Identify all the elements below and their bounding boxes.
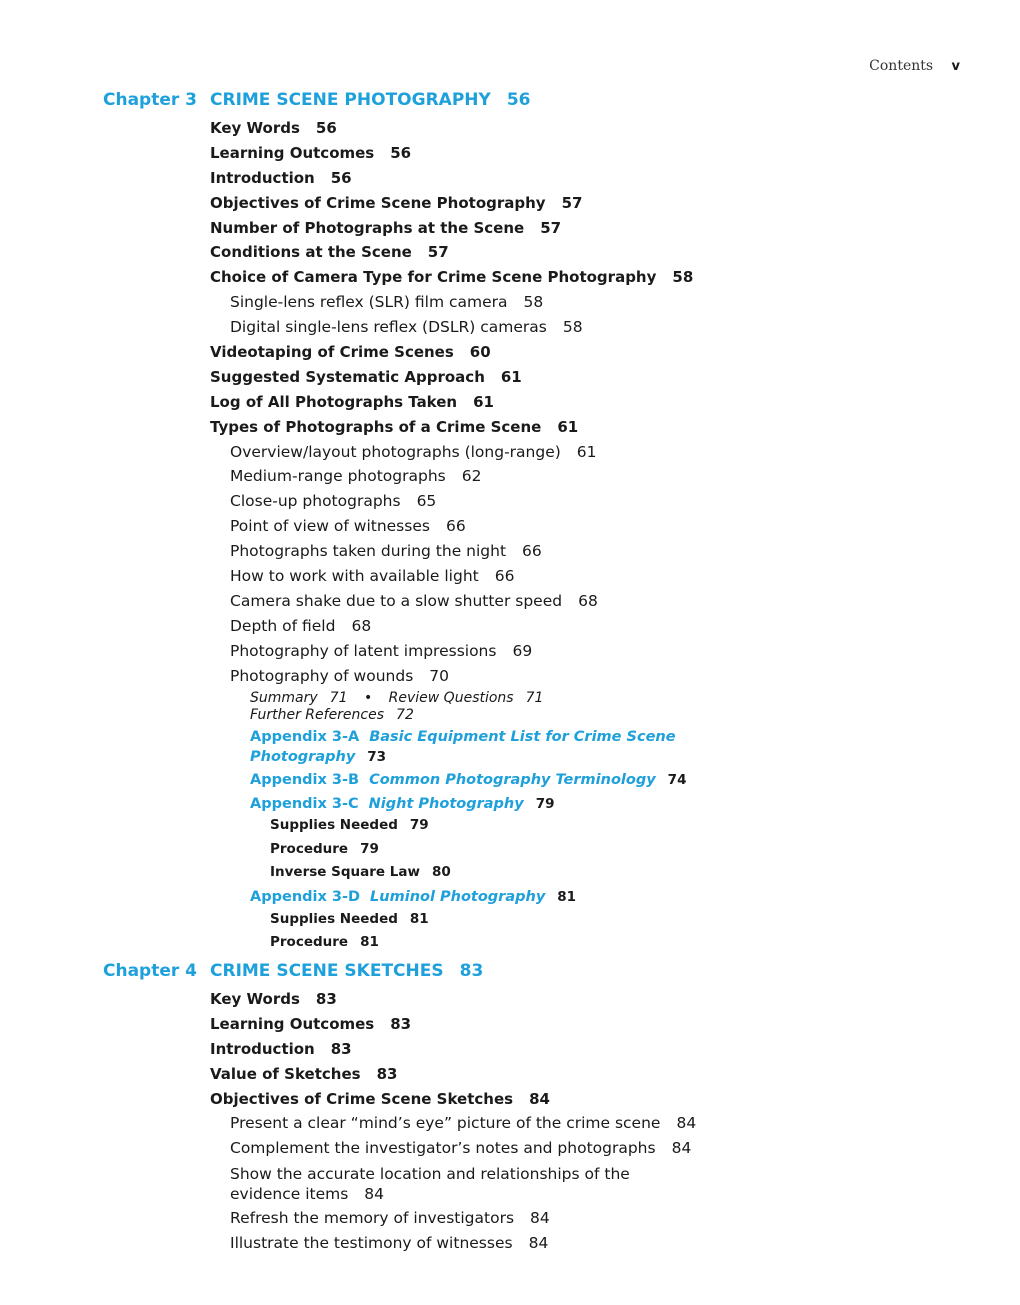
appendix-subentry[interactable]: [210, 931, 983, 954]
toc-page-number: 61: [576, 442, 597, 461]
toc-page-number: 84: [671, 1139, 692, 1158]
toc-entry[interactable]: [210, 415, 983, 440]
appendix-code: Appendix 3-B: [250, 772, 360, 789]
toc-entry[interactable]: [210, 390, 983, 415]
chapter-number: Chapter 4: [103, 961, 198, 981]
appendix-code: Appendix 3-A: [250, 729, 360, 746]
toc-subentry[interactable]: [210, 290, 983, 315]
toc-entry-label: Refresh the memory of investigators: [230, 1209, 515, 1228]
toc-page-number: 83: [390, 1014, 412, 1033]
toc-entry-label: Procedure: [270, 840, 349, 857]
toc-entry[interactable]: [210, 1087, 983, 1112]
toc-page-number: 80: [431, 864, 451, 881]
toc-entry-label: Types of Photographs of a Crime Scene: [210, 417, 542, 436]
toc-subentry[interactable]: [210, 589, 983, 614]
toc-entry-label: Medium-range photographs: [230, 467, 446, 486]
end-of-chapter-items: [210, 690, 983, 724]
toc-page-number: 81: [360, 934, 379, 951]
toc-page-number: 58: [523, 293, 544, 312]
review-questions-link[interactable]: Review Questions: [388, 690, 514, 707]
further-references-link[interactable]: Further References: [250, 707, 385, 724]
chapter-title: CRIME SCENE PHOTOGRAPHY: [210, 90, 491, 110]
toc-page-number: 56: [315, 119, 337, 137]
toc-subentry[interactable]: [210, 664, 983, 689]
toc-entry[interactable]: [210, 340, 983, 365]
toc-entry-label: Complement the investigator’s notes and photographs: [230, 1139, 656, 1158]
toc-entry-label: Depth of field: [230, 616, 336, 635]
toc-page-number: 81: [409, 910, 429, 927]
toc-entry-label: Photography of latent impressions: [230, 641, 497, 660]
toc-entry[interactable]: [210, 191, 983, 216]
toc-page-number: 79: [360, 840, 379, 857]
toc-entry-label: Photographs taken during the night: [230, 542, 507, 561]
toc-entry-label: Introduction: [210, 168, 315, 187]
toc-entry-label: Learning Outcomes: [210, 1014, 375, 1033]
appendix-subentry[interactable]: [210, 814, 983, 837]
toc-entry-label: Choice of Camera Type for Crime Scene Photography: [210, 268, 657, 287]
toc-entry-label: Close-up photographs: [230, 492, 401, 511]
toc-entry[interactable]: [210, 987, 983, 1012]
toc-entry-label: Inverse Square Law: [270, 864, 420, 881]
toc-entry-label: Illustrate the testimony of witnesses: [230, 1234, 513, 1253]
toc-page-number: 62: [461, 467, 482, 486]
chapter-3: [103, 90, 983, 954]
toc-entry-label: Single-lens reflex (SLR) film camera: [230, 293, 508, 312]
toc-entry-label: Value of Sketches: [210, 1064, 361, 1083]
toc-entry-label: Log of All Photographs Taken: [210, 392, 458, 411]
toc-entry[interactable]: [210, 141, 983, 166]
appendix-subentry[interactable]: [210, 838, 983, 861]
toc-page-number: 83: [315, 990, 337, 1008]
chapter-heading[interactable]: [103, 90, 983, 116]
appendix-page: 81: [557, 889, 577, 906]
appendix-title: Luminol Photography: [370, 889, 546, 906]
toc-entry[interactable]: [210, 1062, 983, 1087]
toc-subentry[interactable]: [210, 1136, 983, 1161]
toc-page-number: 72: [396, 707, 414, 724]
toc-entry-label: Present a clear “mind’s eye” picture of the crime scene: [230, 1114, 661, 1133]
running-head: [869, 58, 960, 74]
toc-subentry[interactable]: [210, 564, 983, 589]
toc-entry-label: Photography of wounds: [230, 666, 414, 685]
bullet-separator: •: [363, 690, 373, 707]
toc-page-number: 84: [530, 1209, 550, 1228]
chapter-title: CRIME SCENE SKETCHES: [210, 961, 444, 981]
toc-page-number: 66: [445, 517, 466, 536]
toc-entry-label: Learning Outcomes: [210, 143, 375, 162]
toc-page-number: 84: [529, 1089, 550, 1108]
toc-subentry[interactable]: [210, 514, 983, 539]
toc-page-number: 66: [494, 567, 515, 586]
toc-page-number: 56: [390, 143, 412, 162]
toc-entry-label: Objectives of Crime Scene Sketches: [210, 1089, 514, 1108]
toc-page-number: 65: [416, 492, 437, 511]
summary-link[interactable]: Summary: [250, 690, 318, 707]
toc-entry[interactable]: [210, 265, 983, 290]
toc-entry-label: Videotaping of Crime Scenes: [210, 343, 454, 362]
toc-page-number: 68: [578, 591, 598, 610]
toc-subentry[interactable]: [210, 639, 983, 664]
appendix-page: 79: [535, 795, 555, 812]
chapter-heading[interactable]: [103, 961, 983, 987]
toc-entry-label: Introduction: [210, 1039, 315, 1058]
toc-page-number: 61: [557, 417, 579, 436]
appendix-entry[interactable]: [210, 771, 983, 791]
appendix-title-cont: Photography: [250, 748, 356, 765]
toc-page-number: 69: [512, 641, 533, 660]
appendix-entry[interactable]: [210, 728, 983, 767]
toc-entry-label: Point of view of witnesses: [230, 517, 430, 536]
toc-subentry[interactable]: [210, 440, 983, 465]
chapter-4: [103, 961, 983, 1256]
toc-page-number: 60: [469, 343, 491, 362]
toc-subentry[interactable]: [210, 315, 983, 340]
toc-entry-label: Key Words: [210, 990, 300, 1008]
appendix-code: Appendix 3-C: [250, 795, 359, 812]
toc-entry[interactable]: [210, 216, 983, 241]
toc-page-number: 57: [540, 218, 562, 237]
toc-page-number: 61: [500, 367, 522, 386]
toc-entry[interactable]: [210, 166, 983, 191]
toc-page-number: 84: [528, 1234, 549, 1253]
toc-subentry[interactable]: [210, 539, 983, 564]
toc-entry[interactable]: [210, 116, 983, 141]
toc-subentry[interactable]: [210, 1111, 983, 1136]
running-head-page-number: v: [951, 59, 960, 74]
toc-page-number: 66: [522, 542, 542, 561]
toc-entry-label: Camera shake due to a slow shutter speed: [230, 591, 563, 610]
toc-entry[interactable]: [210, 1012, 983, 1037]
appendix-page: 74: [667, 772, 687, 789]
toc-subentry[interactable]: [210, 1206, 983, 1231]
appendix-entry[interactable]: [210, 888, 983, 908]
toc-page-number: 84: [676, 1114, 697, 1133]
appendix-subentry[interactable]: [210, 861, 983, 884]
toc-page-number: 58: [672, 268, 694, 287]
toc-page-number: 58: [562, 318, 583, 337]
toc-entry-label: Show the accurate location and relationships of the evidence items: [230, 1165, 630, 1204]
toc-subentry[interactable]: [210, 1231, 983, 1256]
toc-subentry[interactable]: [210, 1164, 650, 1204]
toc-entry-label: Conditions at the Scene: [210, 243, 412, 262]
toc-page-number: 71: [525, 690, 544, 707]
toc-page-number: 71: [329, 690, 348, 707]
chapter-number: Chapter 3: [103, 90, 198, 110]
toc-page-number: 79: [409, 817, 429, 834]
toc-entry-label: Key Words: [210, 119, 300, 137]
appendix-title: Basic Equipment List for Crime Scene: [369, 729, 676, 746]
toc-subentry[interactable]: [210, 614, 983, 639]
toc-page-number: 70: [429, 666, 450, 685]
toc-entries: [210, 116, 983, 954]
toc-page-number: 68: [351, 616, 372, 635]
chapter-page: 56: [506, 90, 531, 110]
toc-entry-label: Supplies Needed: [270, 817, 398, 834]
appendix-code: Appendix 3-D: [250, 889, 361, 906]
toc-entries: [210, 987, 983, 1256]
toc-entry-label: Procedure: [270, 934, 349, 951]
toc-entry[interactable]: [210, 1037, 983, 1062]
running-head-label: Contents: [869, 58, 934, 74]
appendix-page: 73: [367, 748, 387, 765]
appendix-subentry[interactable]: [210, 908, 983, 931]
toc-page-number: 83: [330, 1039, 352, 1058]
appendix-title: Common Photography Terminology: [369, 772, 656, 789]
toc-page-number: 56: [330, 168, 352, 187]
toc-subentry[interactable]: [210, 489, 983, 514]
appendix-title: Night Photography: [368, 795, 524, 812]
toc-subentry[interactable]: [210, 464, 983, 489]
toc-page-number: 84: [364, 1185, 385, 1204]
toc-page-number: 83: [376, 1064, 398, 1083]
chapter-page: 83: [459, 961, 484, 981]
toc-page-number: 61: [473, 392, 494, 411]
appendix-entry[interactable]: [210, 795, 983, 815]
toc-entry[interactable]: [210, 365, 983, 390]
toc-entry-label: Objectives of Crime Scene Photography: [210, 193, 546, 212]
toc-entry-label: Digital single-lens reflex (DSLR) cameras: [230, 318, 547, 337]
toc-entry-label: How to work with available light: [230, 567, 479, 586]
toc-entry-label: Overview/layout photographs (long-range): [230, 442, 561, 461]
toc-entry[interactable]: [210, 240, 983, 265]
toc-entry-label: Suggested Systematic Approach: [210, 367, 485, 386]
toc-page-number: 57: [561, 193, 583, 212]
toc-page-number: 57: [427, 243, 449, 262]
toc-entry-label: Number of Photographs at the Scene: [210, 218, 525, 237]
toc-entry-label: Supplies Needed: [270, 910, 398, 927]
